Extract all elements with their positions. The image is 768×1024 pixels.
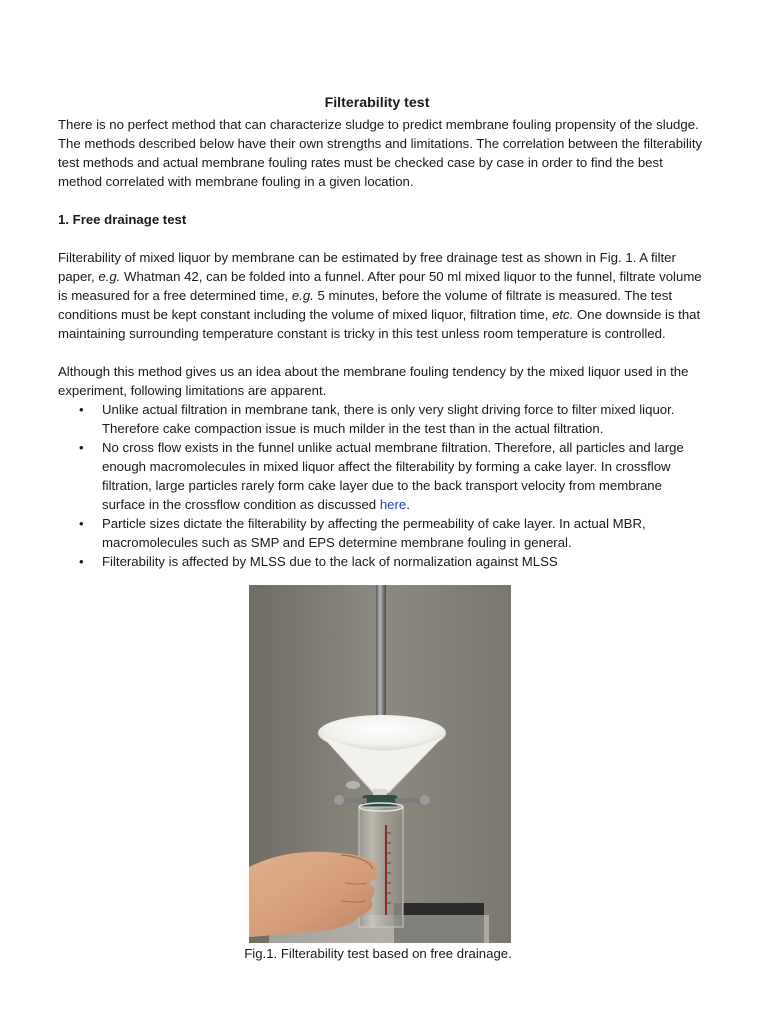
list-item-text: Particle sizes dictate the filterability by affecting the permeability of cake layer. In actual MBR, macromolecules such as SMP and EPS determine membrane fouling in general. [102,516,646,550]
bullet-marker: • [79,516,84,531]
list-item-text-end: . [406,497,410,512]
clamp-knob [346,781,360,789]
figure-photo-free-drainage [249,585,511,943]
document-title: Filterability test [324,95,430,111]
clamp-arm-left [341,798,367,803]
bullet-marker: • [79,440,84,455]
document-body [58,94,708,571]
list-item [58,514,708,552]
spacer [58,229,708,248]
bullet-marker: • [79,402,84,417]
limitations-intro-paragraph: Although this method gives us an idea about the membrane fouling tendency by the mixed liquor used in the experiment, following limitations are apparent. [58,364,689,398]
para1-eg2: e.g. [291,288,314,303]
filterability-apparatus-illustration [249,585,511,943]
para1-part2: Whatman 42, can be folded into a funnel. After pour 50 ml mixed liquor to the funnel, filtrate volume is measured for a free determined time, [58,269,702,303]
spacer [58,343,708,362]
list-item-text: No cross flow exists in the funnel unlike actual membrane filtration. Therefore, all particles and large enough macromolecules in mixed liquor affect the filterability by forming a cake layer. In crossflow filtration, large particles rarely form cake layer due to the back transport velocity from membrane surface in the crossflow condition as discussed [102,440,684,512]
para1-part3: 5 minutes, before the volume of filtrate is measured. The test conditions must be kept constant including the volume of mixed liquor, filtration time, [58,288,673,322]
list-item [58,438,708,514]
para1-eg1: e.g. [98,269,121,284]
clamp [362,795,398,807]
para1-part4: One downside is that maintaining surrounding temperature constant is tricky in this test unless room temperature is controlled. [58,307,701,341]
clamp-screw-right [420,795,430,805]
para1-part1: Filterability of mixed liquor by membrane can be estimated by free drainage test as shown in Fig. 1. A filter paper, [58,250,676,284]
list-item-text: Filterability is affected by MLSS due to the lack of normalization against MLSS [102,554,558,569]
section-heading-free-drainage: 1. Free drainage test [58,212,187,227]
free-drainage-paragraph [58,248,708,343]
limitations-list [58,400,708,571]
figure-caption: Fig.1. Filterability test based on free drainage. [244,946,512,961]
spacer [58,191,708,210]
para1-etc: etc. [552,307,574,322]
list-item-text: Unlike actual filtration in membrane tank, there is only very slight driving force to filter mixed liquor. Therefore cake compaction issue is much milder in the test than in the actual filtration. [102,402,675,436]
clamp-screw-left [334,795,344,805]
here-link[interactable]: here [379,497,407,512]
clamp-arm-right [395,798,423,803]
bullet-marker: • [79,554,84,569]
list-item [58,400,708,438]
list-item [58,552,708,571]
intro-paragraph: There is no perfect method that can characterize sludge to predict membrane fouling propensity of the sludge. The methods described below have their own strengths and limitations. The correlation between the filterability test methods and actual membrane fouling rates must be checked case by case in order to find the best method correlated with membrane fouling in a given location. [58,117,703,189]
